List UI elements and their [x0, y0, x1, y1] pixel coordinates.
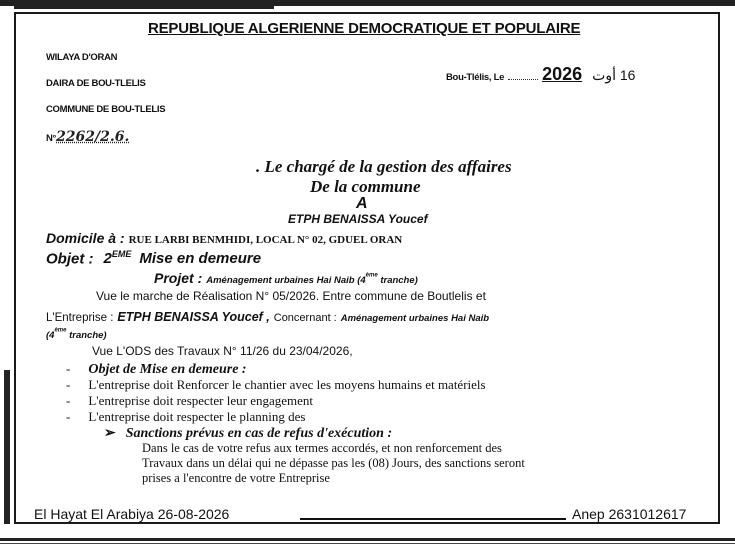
objet-mise-line: - Objet de Mise en demeure : — [66, 361, 247, 377]
addressee-line-1: . Le chargé de la gestion des affaires — [256, 157, 512, 176]
tranche-b: tranche) — [66, 330, 107, 341]
objet-value: Mise en demeure — [139, 250, 262, 268]
projet-value-end: tranche) — [377, 275, 418, 286]
domicile-value: RUE LARBI BENMHIDI, LOCAL N° 02, GDUEL ORAN — [128, 234, 403, 246]
addressee-line-2: De la commune — [310, 177, 421, 196]
concernant-label: Concernant : — [273, 312, 337, 324]
entreprise-line — [46, 308, 489, 326]
daira-label: DAIRA DE BOU-TLELIS — [46, 78, 146, 89]
date-label: Bou-Tlélis, Le — [446, 72, 505, 83]
sanctions-line-3: prises a l'encontre de votre Entreprise — [142, 471, 330, 485]
item-1: L'entreprise doit Renforcer le chantier avec les moyens humains et matériels — [88, 377, 486, 392]
commune-label: COMMUNE DE BOU-TLELIS — [46, 104, 166, 115]
bottom-border — [0, 538, 735, 541]
concernant-value: Aménagement urbaines Hai Naib — [340, 313, 490, 324]
sanctions-line — [104, 424, 392, 442]
sanctions-title: Sanctions prévus en cas de refus d'exécution : — [125, 426, 393, 441]
objet-sup: EME — [111, 249, 132, 259]
entreprise-name: ETPH BENAISSA Youcef , — [117, 310, 270, 324]
tranche-line — [46, 325, 107, 343]
list-item: - L'entreprise doit respecter leur engagement — [66, 393, 314, 408]
tranche-sup: ème — [54, 327, 67, 334]
objet-line — [46, 249, 261, 268]
list-item: - L'entreprise doit Renforcer le chantier avec les moyens humains et matériels — [66, 377, 486, 392]
projet-sup: ème — [365, 272, 378, 279]
sanctions-line-2: Travaux dans un délai qui ne dépasse pas les (08) Jours, des sanctions seront — [142, 456, 525, 470]
tranche-a: (4 — [46, 330, 55, 341]
top-border-accent — [14, 6, 274, 9]
projet-line — [154, 270, 418, 288]
domicile-label: Domicile à : — [46, 230, 125, 246]
sanctions-line-1: Dans le cas de votre refus aux termes accordés, et non renforcement des — [142, 441, 502, 455]
date-year: 2026 — [542, 64, 583, 84]
list-item: - L'entreprise doit respecter le planning des — [66, 409, 306, 424]
vue-ods: Vue L'ODS des Travaux N° 11/26 du 23/04/2026, — [92, 344, 353, 358]
addressee-line-3: A — [356, 195, 368, 212]
vue-marche: Vue le marche de Réalisation N° 05/2026. Entre commune de Boutlelis et — [96, 289, 486, 303]
projet-label: Projet : — [154, 270, 203, 286]
anep-reference: Anep 2631012617 — [572, 506, 687, 522]
addressee-company: ETPH BENAISSA Youcef — [288, 212, 428, 226]
item-2: L'entreprise doit respecter leur engagement — [88, 393, 314, 408]
arrow-icon: ➢ — [104, 426, 116, 441]
date-arabic: 16 أوت — [592, 67, 636, 83]
reference-number — [46, 128, 129, 146]
item-3: L'entreprise doit respecter le planning des — [88, 409, 306, 424]
wilaya-label: WILAYA D'ORAN — [46, 52, 118, 63]
footer-rule — [300, 518, 566, 520]
republic-title: REPUBLIQUE ALGERIENNE DEMOCRATIQUE ET POPULAIRE — [148, 20, 581, 37]
bottom-border-thin — [0, 543, 735, 544]
objet-label: Objet : — [46, 250, 94, 268]
entreprise-label: L'Entreprise : — [46, 312, 114, 324]
left-border-accent — [4, 370, 10, 524]
objet-number: 2 — [103, 250, 112, 268]
number-label: N° — [46, 133, 57, 144]
objet-mise-title: Objet de Mise en demeure : — [88, 362, 247, 377]
date-line — [446, 64, 635, 85]
domicile-line — [46, 230, 402, 248]
number-value: 2262/2.6. — [56, 129, 130, 145]
projet-value: Aménagement urbaines Hai Naib (4 — [206, 275, 366, 286]
publication-name: El Hayat El Arabiya 26-08-2026 — [34, 506, 230, 522]
